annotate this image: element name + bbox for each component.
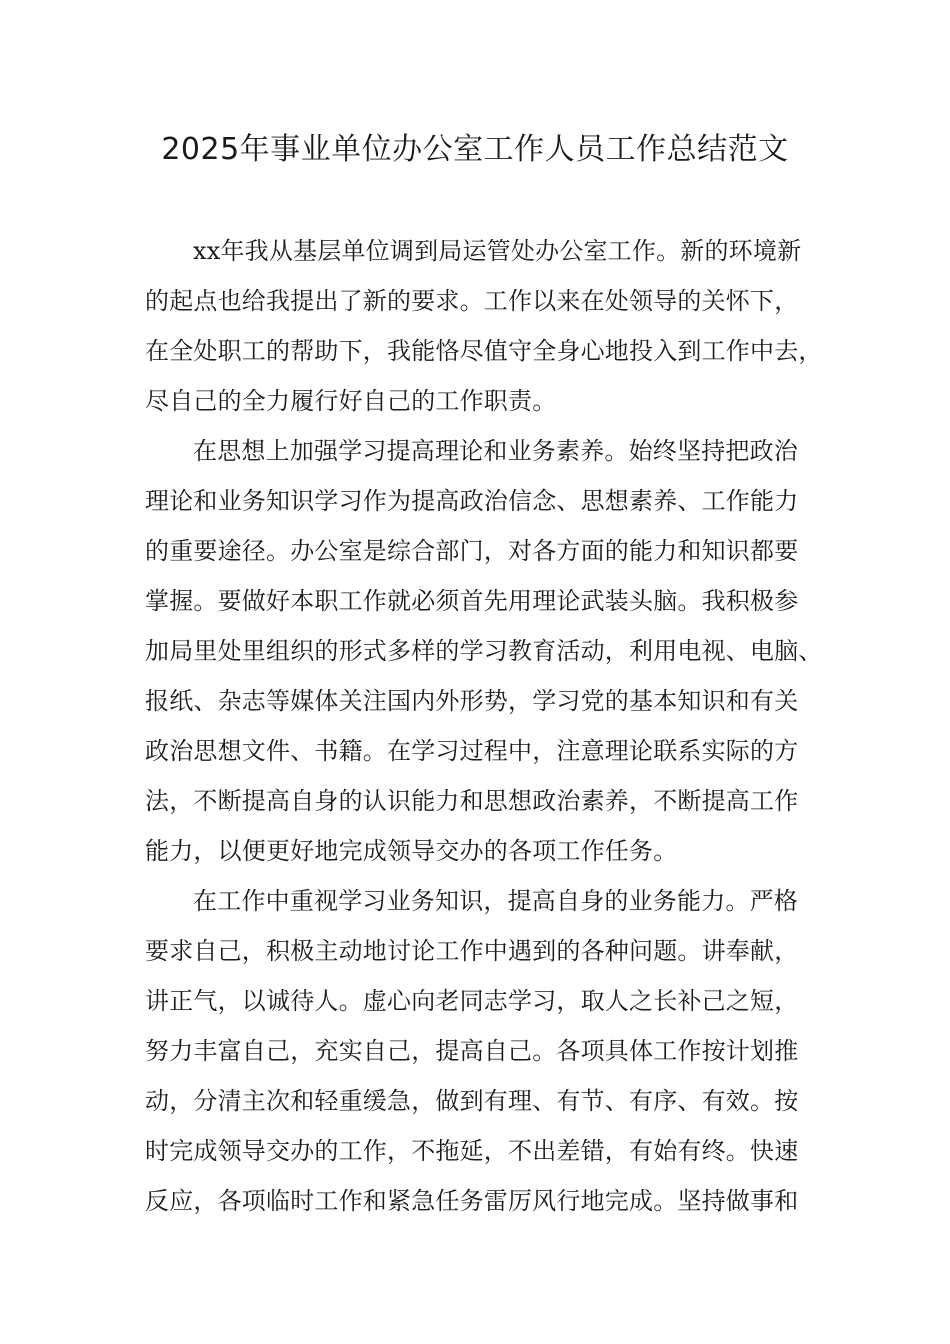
text-line: 政治思想文件、书籍。在学习过程中，注意理论联系实际的方 — [145, 737, 799, 765]
text-line: 的重要途径。办公室是综合部门，对各方面的能力和知识都要 — [145, 537, 799, 565]
text-line: 能力，以便更好地完成领导交办的各项工作任务。 — [145, 837, 678, 865]
text-line: 时完成领导交办的工作，不拖延，不出差错，有始有终。快速 — [145, 1137, 799, 1165]
text-line: 法，不断提高自身的认识能力和思想政治素养，不断提高工作 — [145, 787, 799, 815]
text-line: 反应，各项临时工作和紧急任务雷厉风行地完成。坚持做事和 — [145, 1187, 799, 1215]
document-body — [145, 226, 823, 1226]
text-line: 努力丰富自己，充实自己，提高自己。各项具体工作按计划推 — [145, 1037, 799, 1065]
document-title: 2025年事业单位办公室工作人员工作总结范文 — [161, 132, 789, 167]
text-line: 在工作中重视学习业务知识，提高自身的业务能力。严格 — [193, 887, 798, 915]
text-line: 报纸、杂志等媒体关注国内外形势，学习党的基本知识和有关 — [145, 687, 799, 715]
text-line: 动，分清主次和轻重缓急，做到有理、有节、有序、有效。按 — [145, 1087, 799, 1115]
text-line: xx年我从基层单位调到局运管处办公室工作。新的环境新 — [193, 237, 802, 265]
text-line: 的起点也给我提出了新的要求。工作以来在处领导的关怀下， — [145, 287, 799, 315]
text-line: 加局里处里组织的形式多样的学习教育活动，利用电视、电脑、 — [145, 637, 823, 665]
text-line: 在全处职工的帮助下，我能恪尽值守全身心地投入到工作中去， — [145, 337, 823, 365]
text-line: 理论和业务知识学习作为提高政治信念、思想素养、工作能力 — [145, 487, 799, 515]
text-line: 讲正气，以诚待人。虚心向老同志学习，取人之长补己之短， — [145, 987, 799, 1015]
text-line: 在思想上加强学习提高理论和业务素养。始终坚持把政治 — [193, 437, 798, 465]
text-line: 掌握。要做好本职工作就必须首先用理论武装头脑。我积极参 — [145, 587, 799, 615]
text-line: 要求自己，积极主动地讨论工作中遇到的各种问题。讲奉献， — [145, 937, 799, 965]
text-line: 尽自己的全力履行好自己的工作职责。 — [145, 387, 557, 415]
